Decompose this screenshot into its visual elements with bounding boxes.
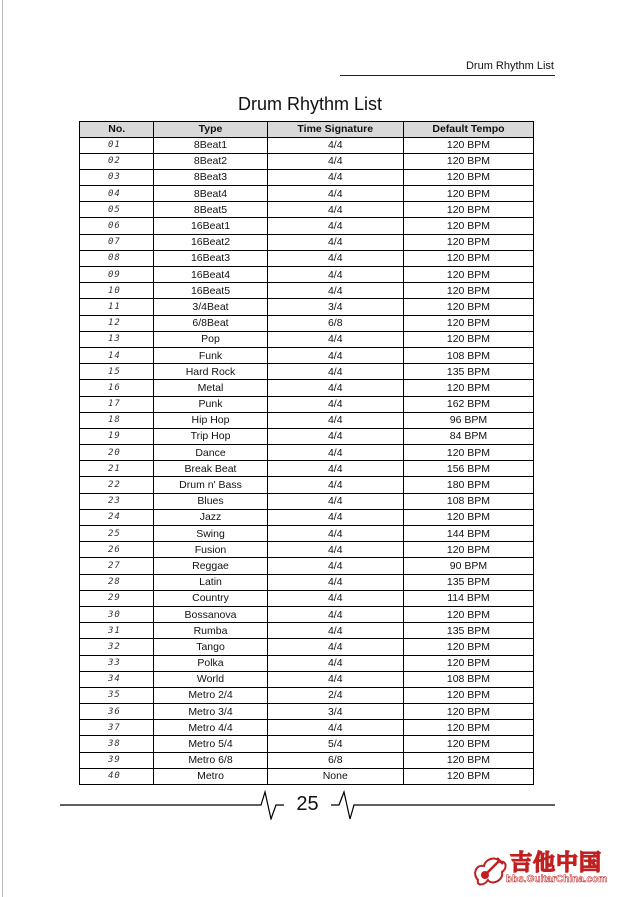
cell-type: 8Beat1 — [154, 137, 267, 153]
table-header-row — [80, 122, 534, 138]
cell-no: 40 — [80, 768, 154, 784]
cell-type: Bossanova — [154, 606, 267, 622]
cell-type: Blues — [154, 493, 267, 509]
cell-time-signature: 4/4 — [267, 283, 403, 299]
cell-type: Jazz — [154, 509, 267, 525]
cell-type: Rumba — [154, 623, 267, 639]
cell-type: Metro — [154, 768, 267, 784]
cell-default-tempo: 120 BPM — [403, 137, 533, 153]
cell-no: 26 — [80, 542, 154, 558]
cell-time-signature: 4/4 — [267, 655, 403, 671]
cell-type: 16Beat3 — [154, 250, 267, 266]
table-row — [80, 542, 534, 558]
table-row — [80, 574, 534, 590]
table-row — [80, 509, 534, 525]
table-row — [80, 331, 534, 347]
cell-type: Funk — [154, 347, 267, 363]
cell-time-signature: 4/4 — [267, 542, 403, 558]
table-row — [80, 736, 534, 752]
cell-time-signature: 2/4 — [267, 687, 403, 703]
cell-type: 16Beat1 — [154, 218, 267, 234]
cell-default-tempo: 114 BPM — [403, 590, 533, 606]
table-row — [80, 315, 534, 331]
cell-no: 10 — [80, 283, 154, 299]
cell-default-tempo: 120 BPM — [403, 380, 533, 396]
cell-time-signature: 4/4 — [267, 412, 403, 428]
table-row — [80, 186, 534, 202]
table-row — [80, 623, 534, 639]
cell-type: Metro 6/8 — [154, 752, 267, 768]
table-row — [80, 493, 534, 509]
cell-time-signature: 4/4 — [267, 202, 403, 218]
cell-time-signature: 4/4 — [267, 250, 403, 266]
cell-time-signature: 6/8 — [267, 752, 403, 768]
table-row — [80, 606, 534, 622]
section-header: Drum Rhythm List — [465, 60, 554, 72]
cell-time-signature: 4/4 — [267, 720, 403, 736]
cell-time-signature: None — [267, 768, 403, 784]
cell-default-tempo: 120 BPM — [403, 768, 533, 784]
cell-type: Trip Hop — [154, 428, 267, 444]
cell-no: 22 — [80, 477, 154, 493]
cell-time-signature: 4/4 — [267, 671, 403, 687]
cell-default-tempo: 120 BPM — [403, 169, 533, 185]
cell-default-tempo: 135 BPM — [403, 364, 533, 380]
table-row — [80, 412, 534, 428]
table-row — [80, 526, 534, 542]
cell-type: Latin — [154, 574, 267, 590]
cell-time-signature: 4/4 — [267, 218, 403, 234]
cell-default-tempo: 120 BPM — [403, 153, 533, 169]
table-row — [80, 687, 534, 703]
cell-no: 29 — [80, 590, 154, 606]
column-header-type: Type — [154, 122, 267, 138]
guitar-logo-icon — [470, 850, 510, 890]
cell-time-signature: 4/4 — [267, 574, 403, 590]
table-row — [80, 461, 534, 477]
cell-time-signature: 5/4 — [267, 736, 403, 752]
cell-time-signature: 4/4 — [267, 137, 403, 153]
cell-no: 23 — [80, 493, 154, 509]
cell-default-tempo: 120 BPM — [403, 655, 533, 671]
page-number: 25 — [296, 793, 319, 815]
page-title: Drum Rhythm List — [237, 94, 383, 114]
cell-type: Hard Rock — [154, 364, 267, 380]
table-body — [80, 137, 534, 785]
cell-no: 08 — [80, 250, 154, 266]
cell-default-tempo: 162 BPM — [403, 396, 533, 412]
table-row — [80, 720, 534, 736]
page-footer — [60, 788, 555, 820]
cell-no: 02 — [80, 153, 154, 169]
cell-no: 05 — [80, 202, 154, 218]
cell-default-tempo: 84 BPM — [403, 428, 533, 444]
table-row — [80, 250, 534, 266]
cell-default-tempo: 120 BPM — [403, 315, 533, 331]
cell-no: 28 — [80, 574, 154, 590]
cell-default-tempo: 135 BPM — [403, 623, 533, 639]
cell-type: 8Beat3 — [154, 169, 267, 185]
column-header-no: No. — [80, 122, 154, 138]
cell-time-signature: 4/4 — [267, 153, 403, 169]
watermark — [470, 846, 620, 890]
cell-time-signature: 4/4 — [267, 169, 403, 185]
table-row — [80, 169, 534, 185]
table-row — [80, 234, 534, 250]
cell-no: 25 — [80, 526, 154, 542]
cell-default-tempo: 120 BPM — [403, 736, 533, 752]
watermark-title: 吉他中国 — [510, 851, 603, 876]
cell-time-signature: 3/4 — [267, 704, 403, 720]
cell-default-tempo: 108 BPM — [403, 671, 533, 687]
table-row — [80, 477, 534, 493]
cell-time-signature: 3/4 — [267, 299, 403, 315]
cell-time-signature: 4/4 — [267, 331, 403, 347]
cell-default-tempo: 90 BPM — [403, 558, 533, 574]
cell-type: Metal — [154, 380, 267, 396]
cell-default-tempo: 120 BPM — [403, 186, 533, 202]
cell-type: Country — [154, 590, 267, 606]
table-row — [80, 639, 534, 655]
drum-rhythm-table — [79, 121, 534, 785]
cell-default-tempo: 120 BPM — [403, 542, 533, 558]
cell-default-tempo: 156 BPM — [403, 461, 533, 477]
table-row — [80, 671, 534, 687]
watermark-url: bbs.GuitarChina.com — [506, 874, 608, 885]
table-row — [80, 299, 534, 315]
cell-type: Reggae — [154, 558, 267, 574]
table-row — [80, 137, 534, 153]
cell-type: Drum n' Bass — [154, 477, 267, 493]
cell-time-signature: 4/4 — [267, 461, 403, 477]
cell-type: Break Beat — [154, 461, 267, 477]
cell-default-tempo: 120 BPM — [403, 250, 533, 266]
cell-no: 39 — [80, 752, 154, 768]
cell-time-signature: 4/4 — [267, 623, 403, 639]
cell-default-tempo: 120 BPM — [403, 704, 533, 720]
table-row — [80, 768, 534, 784]
cell-no: 24 — [80, 509, 154, 525]
cell-default-tempo: 120 BPM — [403, 445, 533, 461]
cell-no: 11 — [80, 299, 154, 315]
cell-no: 01 — [80, 137, 154, 153]
cell-time-signature: 4/4 — [267, 558, 403, 574]
cell-no: 14 — [80, 347, 154, 363]
cell-no: 12 — [80, 315, 154, 331]
cell-no: 18 — [80, 412, 154, 428]
cell-default-tempo: 120 BPM — [403, 687, 533, 703]
cell-type: Metro 4/4 — [154, 720, 267, 736]
cell-time-signature: 4/4 — [267, 509, 403, 525]
table-row — [80, 267, 534, 283]
cell-type: 8Beat4 — [154, 186, 267, 202]
cell-default-tempo: 108 BPM — [403, 493, 533, 509]
table-row — [80, 347, 534, 363]
cell-time-signature: 4/4 — [267, 445, 403, 461]
cell-no: 34 — [80, 671, 154, 687]
cell-default-tempo: 120 BPM — [403, 752, 533, 768]
cell-time-signature: 4/4 — [267, 639, 403, 655]
cell-default-tempo: 120 BPM — [403, 267, 533, 283]
cell-default-tempo: 120 BPM — [403, 234, 533, 250]
cell-type: 16Beat4 — [154, 267, 267, 283]
cell-default-tempo: 120 BPM — [403, 299, 533, 315]
cell-no: 04 — [80, 186, 154, 202]
cell-time-signature: 4/4 — [267, 186, 403, 202]
cell-default-tempo: 120 BPM — [403, 202, 533, 218]
cell-no: 36 — [80, 704, 154, 720]
cell-no: 03 — [80, 169, 154, 185]
cell-no: 33 — [80, 655, 154, 671]
cell-no: 13 — [80, 331, 154, 347]
cell-default-tempo: 120 BPM — [403, 218, 533, 234]
table-row — [80, 364, 534, 380]
cell-no: 37 — [80, 720, 154, 736]
table-row — [80, 218, 534, 234]
table-row — [80, 704, 534, 720]
cell-time-signature: 4/4 — [267, 590, 403, 606]
cell-time-signature: 4/4 — [267, 380, 403, 396]
column-header-time-signature: Time Signature — [267, 122, 403, 138]
cell-no: 21 — [80, 461, 154, 477]
table-row — [80, 752, 534, 768]
cell-default-tempo: 120 BPM — [403, 331, 533, 347]
cell-type: 6/8Beat — [154, 315, 267, 331]
cell-no: 27 — [80, 558, 154, 574]
cell-default-tempo: 180 BPM — [403, 477, 533, 493]
table-row — [80, 202, 534, 218]
cell-type: Metro 5/4 — [154, 736, 267, 752]
table-row — [80, 590, 534, 606]
cell-type: Hip Hop — [154, 412, 267, 428]
cell-default-tempo: 108 BPM — [403, 347, 533, 363]
cell-type: 16Beat2 — [154, 234, 267, 250]
cell-time-signature: 6/8 — [267, 315, 403, 331]
cell-default-tempo: 144 BPM — [403, 526, 533, 542]
cell-type: 8Beat5 — [154, 202, 267, 218]
cell-type: World — [154, 671, 267, 687]
cell-no: 31 — [80, 623, 154, 639]
column-header-default-tempo: Default Tempo — [403, 122, 533, 138]
cell-type: Polka — [154, 655, 267, 671]
cell-type: Pop — [154, 331, 267, 347]
cell-type: Metro 2/4 — [154, 687, 267, 703]
cell-no: 19 — [80, 428, 154, 444]
cell-no: 09 — [80, 267, 154, 283]
cell-type: Tango — [154, 639, 267, 655]
cell-type: Dance — [154, 445, 267, 461]
cell-time-signature: 4/4 — [267, 526, 403, 542]
table-row — [80, 396, 534, 412]
cell-default-tempo: 96 BPM — [403, 412, 533, 428]
cell-no: 15 — [80, 364, 154, 380]
cell-type: 3/4Beat — [154, 299, 267, 315]
cell-type: 8Beat2 — [154, 153, 267, 169]
cell-type: Punk — [154, 396, 267, 412]
cell-type: Swing — [154, 526, 267, 542]
cell-time-signature: 4/4 — [267, 396, 403, 412]
cell-no: 07 — [80, 234, 154, 250]
cell-no: 06 — [80, 218, 154, 234]
cell-time-signature: 4/4 — [267, 347, 403, 363]
header-divider — [340, 75, 555, 76]
cell-no: 32 — [80, 639, 154, 655]
cell-time-signature: 4/4 — [267, 477, 403, 493]
cell-default-tempo: 120 BPM — [403, 720, 533, 736]
cell-time-signature: 4/4 — [267, 428, 403, 444]
cell-no: 20 — [80, 445, 154, 461]
cell-no: 35 — [80, 687, 154, 703]
table-row — [80, 558, 534, 574]
cell-default-tempo: 120 BPM — [403, 283, 533, 299]
cell-time-signature: 4/4 — [267, 267, 403, 283]
cell-time-signature: 4/4 — [267, 606, 403, 622]
table-row — [80, 655, 534, 671]
cell-time-signature: 4/4 — [267, 234, 403, 250]
table-row — [80, 428, 534, 444]
table-row — [80, 153, 534, 169]
table-row — [80, 283, 534, 299]
cell-default-tempo: 120 BPM — [403, 639, 533, 655]
cell-no: 16 — [80, 380, 154, 396]
cell-no: 30 — [80, 606, 154, 622]
cell-default-tempo: 120 BPM — [403, 606, 533, 622]
cell-type: 16Beat5 — [154, 283, 267, 299]
cell-time-signature: 4/4 — [267, 493, 403, 509]
cell-type: Metro 3/4 — [154, 704, 267, 720]
cell-default-tempo: 135 BPM — [403, 574, 533, 590]
cell-time-signature: 4/4 — [267, 364, 403, 380]
cell-type: Fusion — [154, 542, 267, 558]
page-edge-rule — [2, 0, 3, 897]
cell-default-tempo: 120 BPM — [403, 509, 533, 525]
cell-no: 17 — [80, 396, 154, 412]
table-row — [80, 380, 534, 396]
table-row — [80, 445, 534, 461]
cell-no: 38 — [80, 736, 154, 752]
